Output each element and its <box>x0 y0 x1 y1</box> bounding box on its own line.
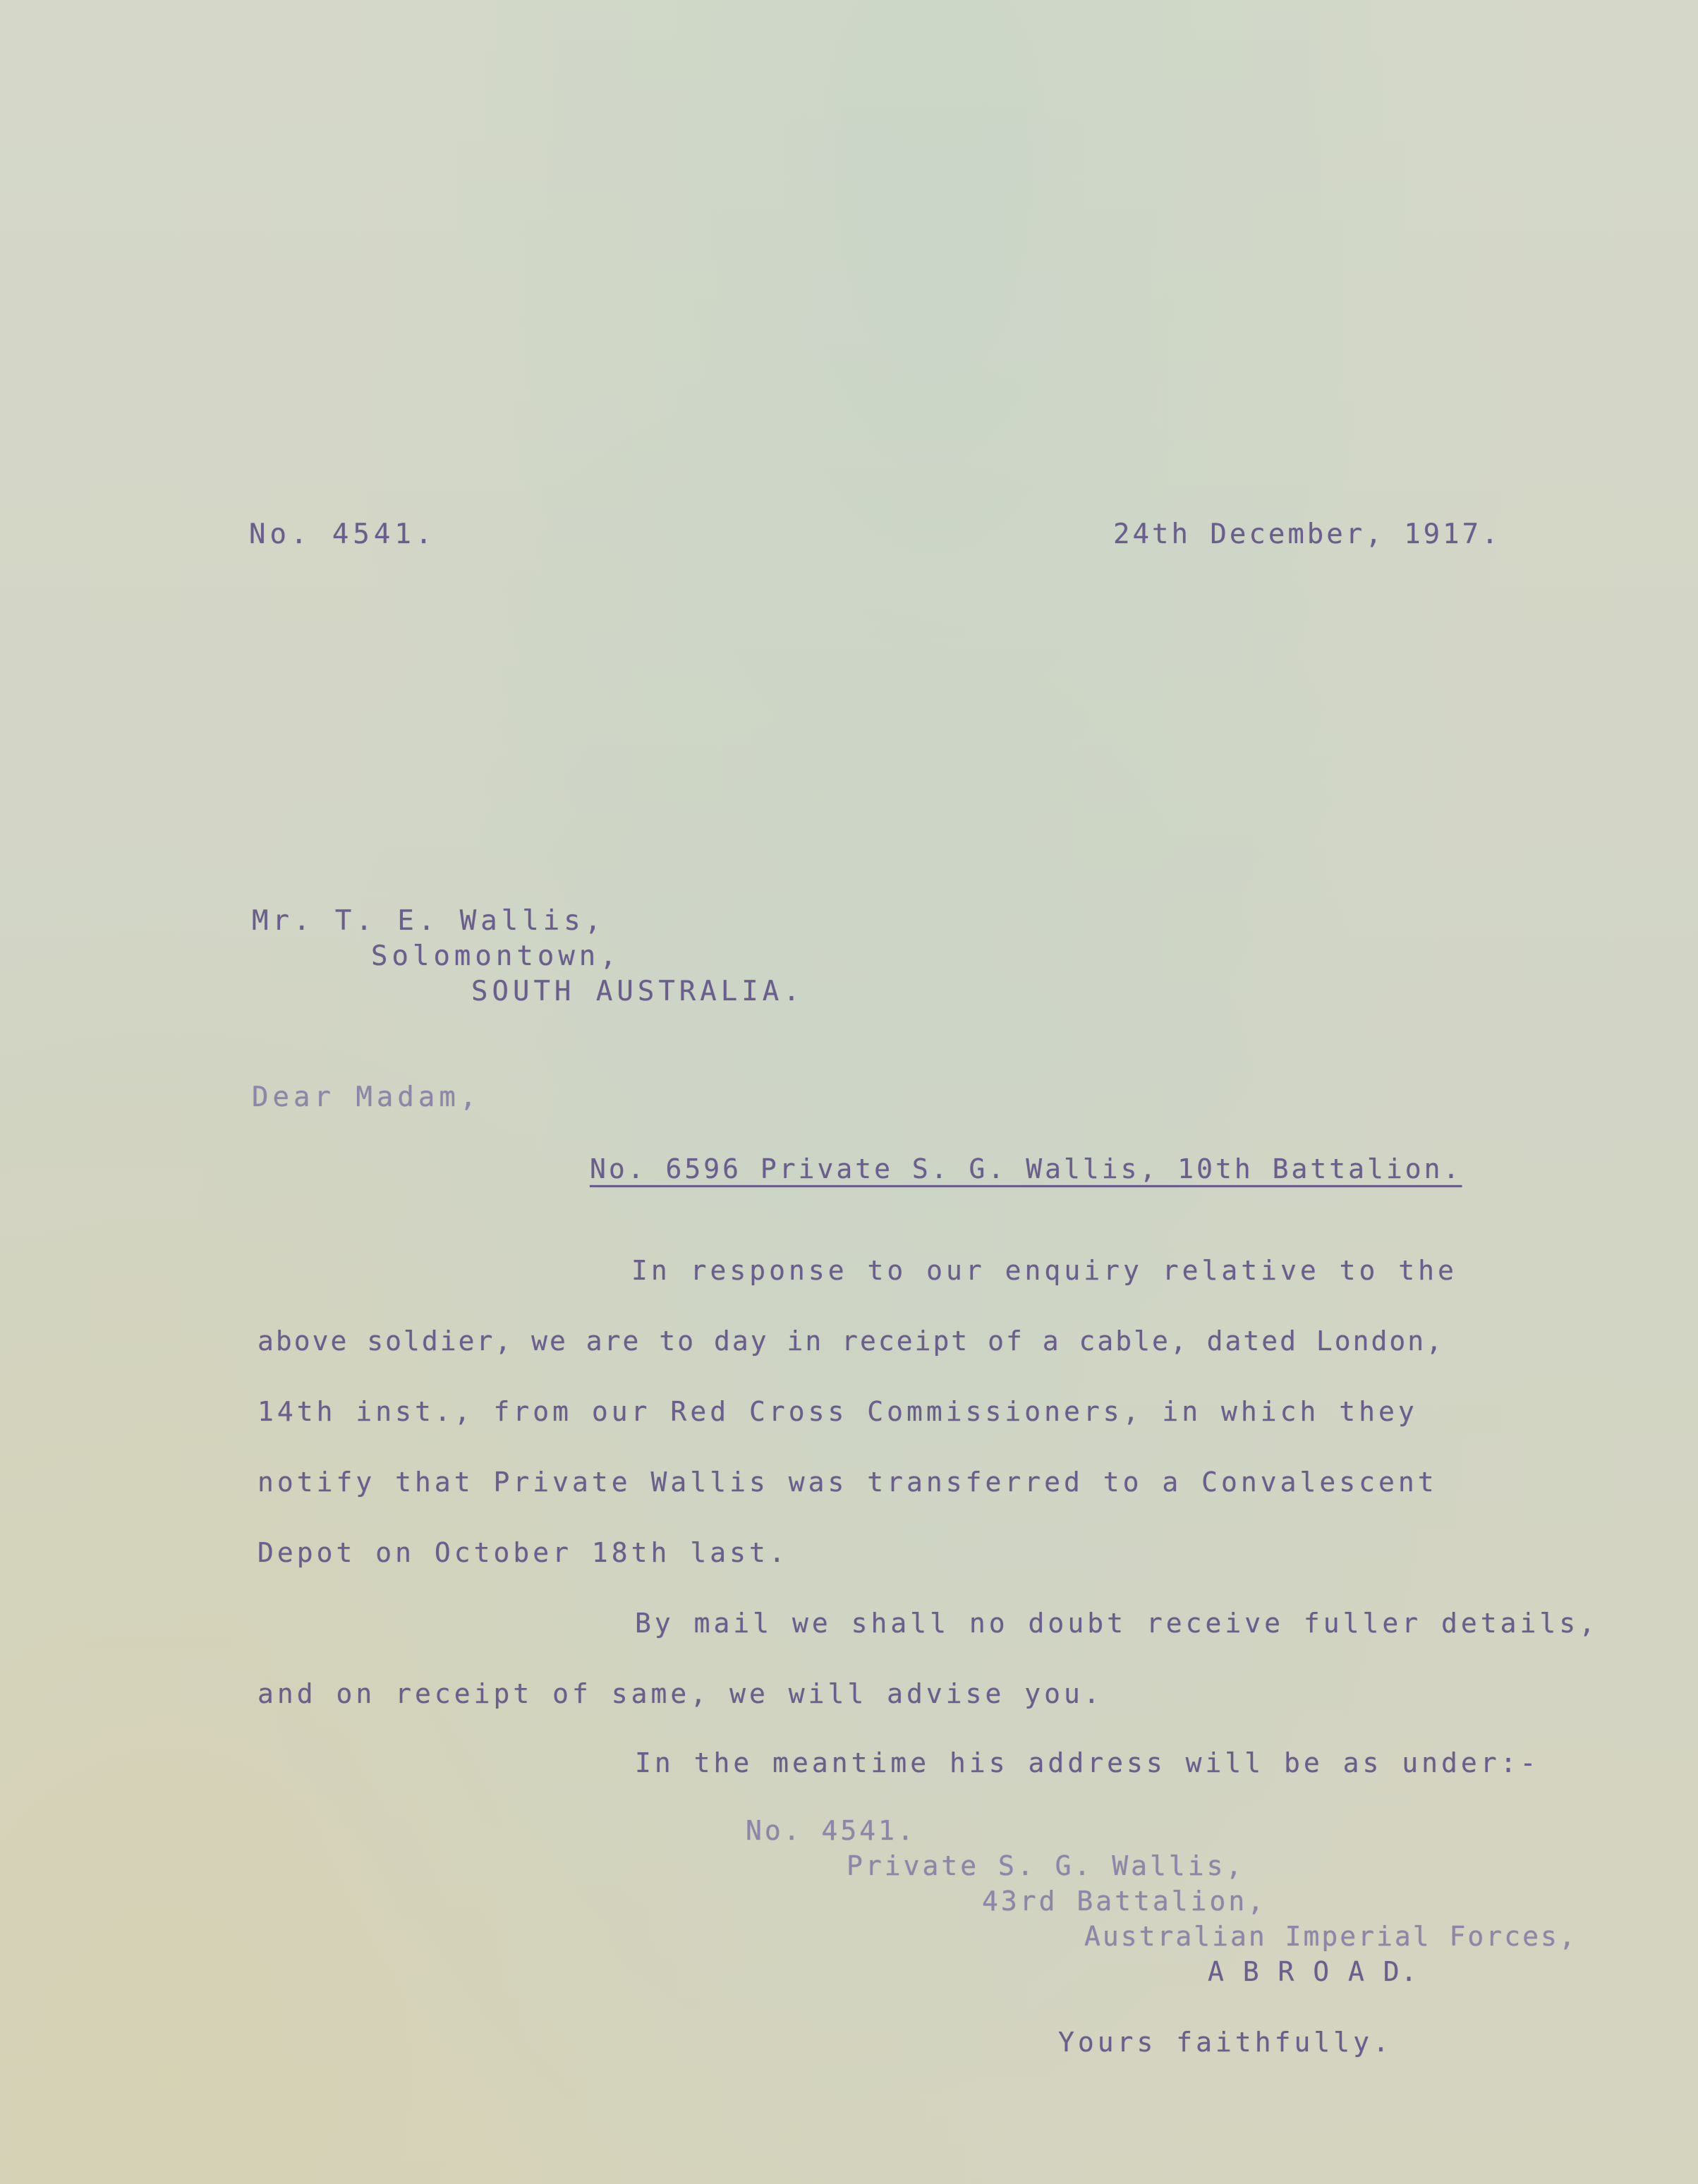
address-battalion: 43rd Battalion, <box>982 1886 1267 1917</box>
address-number: No. 4541. <box>746 1815 916 1846</box>
body-p3-line1: In the meantime his address will be as under:- <box>635 1747 1540 1778</box>
body-p1-line5: Depot on October 18th last. <box>257 1537 789 1568</box>
address-soldier: Private S. G. Wallis, <box>847 1850 1245 1881</box>
body-p1-line1: In response to our enquiry relative to the <box>631 1255 1457 1286</box>
closing: Yours faithfully. <box>1058 2027 1393 2058</box>
salutation: Dear Madam, <box>252 1081 481 1113</box>
address-abroad: A B R O A D. <box>1208 1956 1419 1987</box>
body-p1-line2: above soldier, we are to day in receipt of a cable, dated London, <box>257 1325 1445 1357</box>
addressee-name: Mr. T. E. Wallis, <box>252 905 606 937</box>
subject-line: No. 6596 Private S. G. Wallis, 10th Battalion. <box>590 1153 1462 1184</box>
body-p1-line4: notify that Private Wallis was transferred to a Convalescent <box>257 1467 1438 1498</box>
reference-number: No. 4541. <box>249 518 437 550</box>
addressee-town: Solomontown, <box>371 940 621 972</box>
addressee-state: SOUTH AUSTRALIA. <box>471 976 804 1007</box>
address-forces: Australian Imperial Forces, <box>1084 1921 1577 1952</box>
letter-date: 24th December, 1917. <box>1113 518 1501 550</box>
body-p2-line2: and on receipt of same, we will advise you. <box>257 1678 1103 1709</box>
body-p2-line1: By mail we shall no doubt receive fuller details, <box>635 1608 1599 1639</box>
body-p1-line3: 14th inst., from our Red Cross Commissioners, in which they <box>257 1396 1418 1427</box>
